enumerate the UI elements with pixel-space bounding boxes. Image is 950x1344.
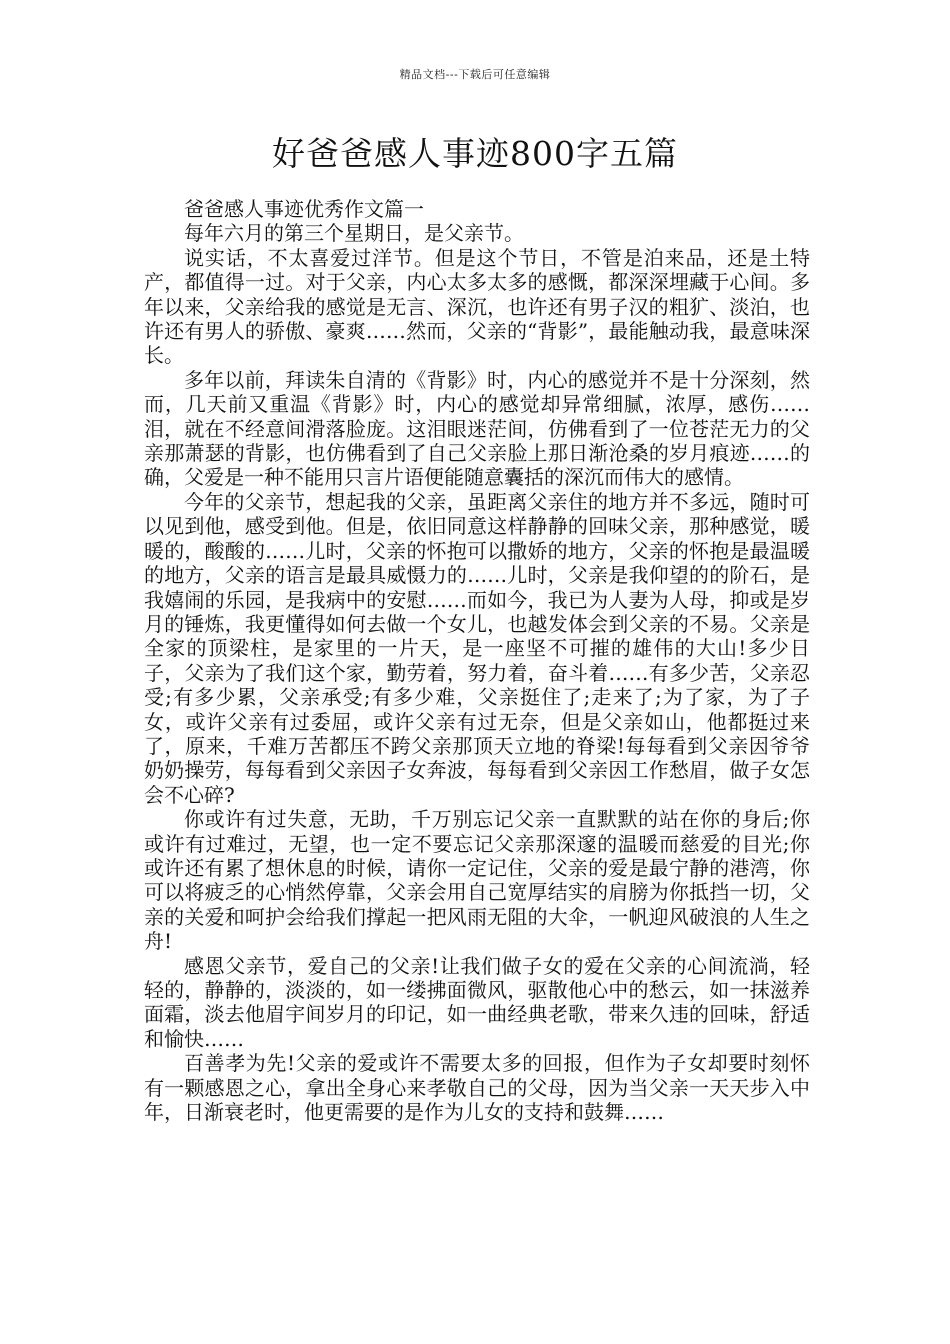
page-header: 精品文档---下载后可任意编辑 [399,68,551,81]
document-body [144,197,810,1124]
paragraph: 百善孝为先!父亲的爱或许不需要太多的回报，但作为子女却要时刻怀有一颗感恩之心，拿出全身心来孝敬自己的父母，因为当父亲一天天步入中年，日渐衰老时，他更需要的是作为儿女的支持和鼓舞…… [144,1051,810,1125]
paragraph: 今年的父亲节，想起我的父亲，虽距离父亲住的地方并不多远，随时可以见到他，感受到他。但是，依旧同意这样静静的回味父亲，那种感觉，暖暖的，酸酸的……儿时，父亲的怀抱可以撒娇的地方，父亲的怀抱是最温暖的地方，父亲的语言是最具威慑力的……儿时，父亲是我仰望的的阶石，是我嬉闹的乐园，是我病中的安慰……而如今，我已为人妻为人母，抑或是岁月的锤炼，我更懂得如何去做一个女儿，也越发体会到父亲的不易。父亲是全家的顶梁柱，是家里的一片天，是一座坚不可摧的雄伟的大山!多少日子，父亲为了我们这个家，勤劳着，努力着，奋斗着……有多少苦，父亲忍受;有多少累，父亲承受;有多少难，父亲挺住了;走来了;为了家，为了子女，或许父亲有过委屈，或许父亲有过无奈，但是父亲如山，他都挺过来了，原来，千难万苦都压不跨父亲那顶天立地的脊梁!每每看到父亲因爷爷奶奶操劳，每每看到父亲因子女奔波，每每看到父亲因工作愁眉，做子女怎会不心碎? [144,489,810,807]
paragraph: 多年以前，拜读朱自清的《背影》时，内心的感觉并不是十分深刻，然而，几天前又重温《背影》时，内心的感觉却异常细腻，浓厚，感伤……泪，就在不经意间滑落脸庞。这泪眼迷茫间，仿佛看到了一位苍茫无力的父亲那萧瑟的背影，也仿佛看到了自己父亲脸上那日渐沧桑的岁月痕迹……的确，父爱是一种不能用只言片语便能随意囊括的深沉而伟大的感情。 [144,367,810,490]
section-heading: 爸爸感人事迹优秀作文篇一 [184,197,424,221]
document-title: 好爸爸感人事迹800字五篇 [272,134,678,173]
paragraph: 感恩父亲节，爱自己的父亲!让我们做子女的爱在父亲的心间流淌，轻轻的，静静的，淡淡的，如一缕拂面微风，驱散他心中的愁云，如一抹滋养面霜，淡去他眉宇间岁月的印记，如一曲经典老歌，带来久违的回味，舒适和愉快…… [144,953,810,1051]
paragraph: 每年六月的第三个星期日，是父亲节。 [184,221,524,246]
paragraph: 你或许有过失意，无助，千万别忘记父亲一直默默的站在你的身后;你或许有过难过，无望，也一定不要忘记父亲那深邃的温暖而慈爱的目光;你或许还有累了想休息的时候，请你一定记住，父亲的爱是最宁静的港湾，你可以将疲乏的心悄然停靠，父亲会用自己宽厚结实的肩膀为你抵挡一切，父亲的关爱和呵护会给我们撑起一把风雨无阻的大伞，一帆迎风破浪的人生之舟! [144,807,810,954]
paragraph: 说实话，不太喜爱过洋节。但是这个节日，不管是泊来品，还是土特产，都值得一过。对于父亲，内心太多太多的感慨，都深深埋藏于心间。多年以来，父亲给我的感觉是无言、深沉，也许还有男子汉的粗犷、淡泊，也许还有男人的骄傲、豪爽……然而，父亲的“背影”，最能触动我，最意味深长。 [144,245,810,368]
